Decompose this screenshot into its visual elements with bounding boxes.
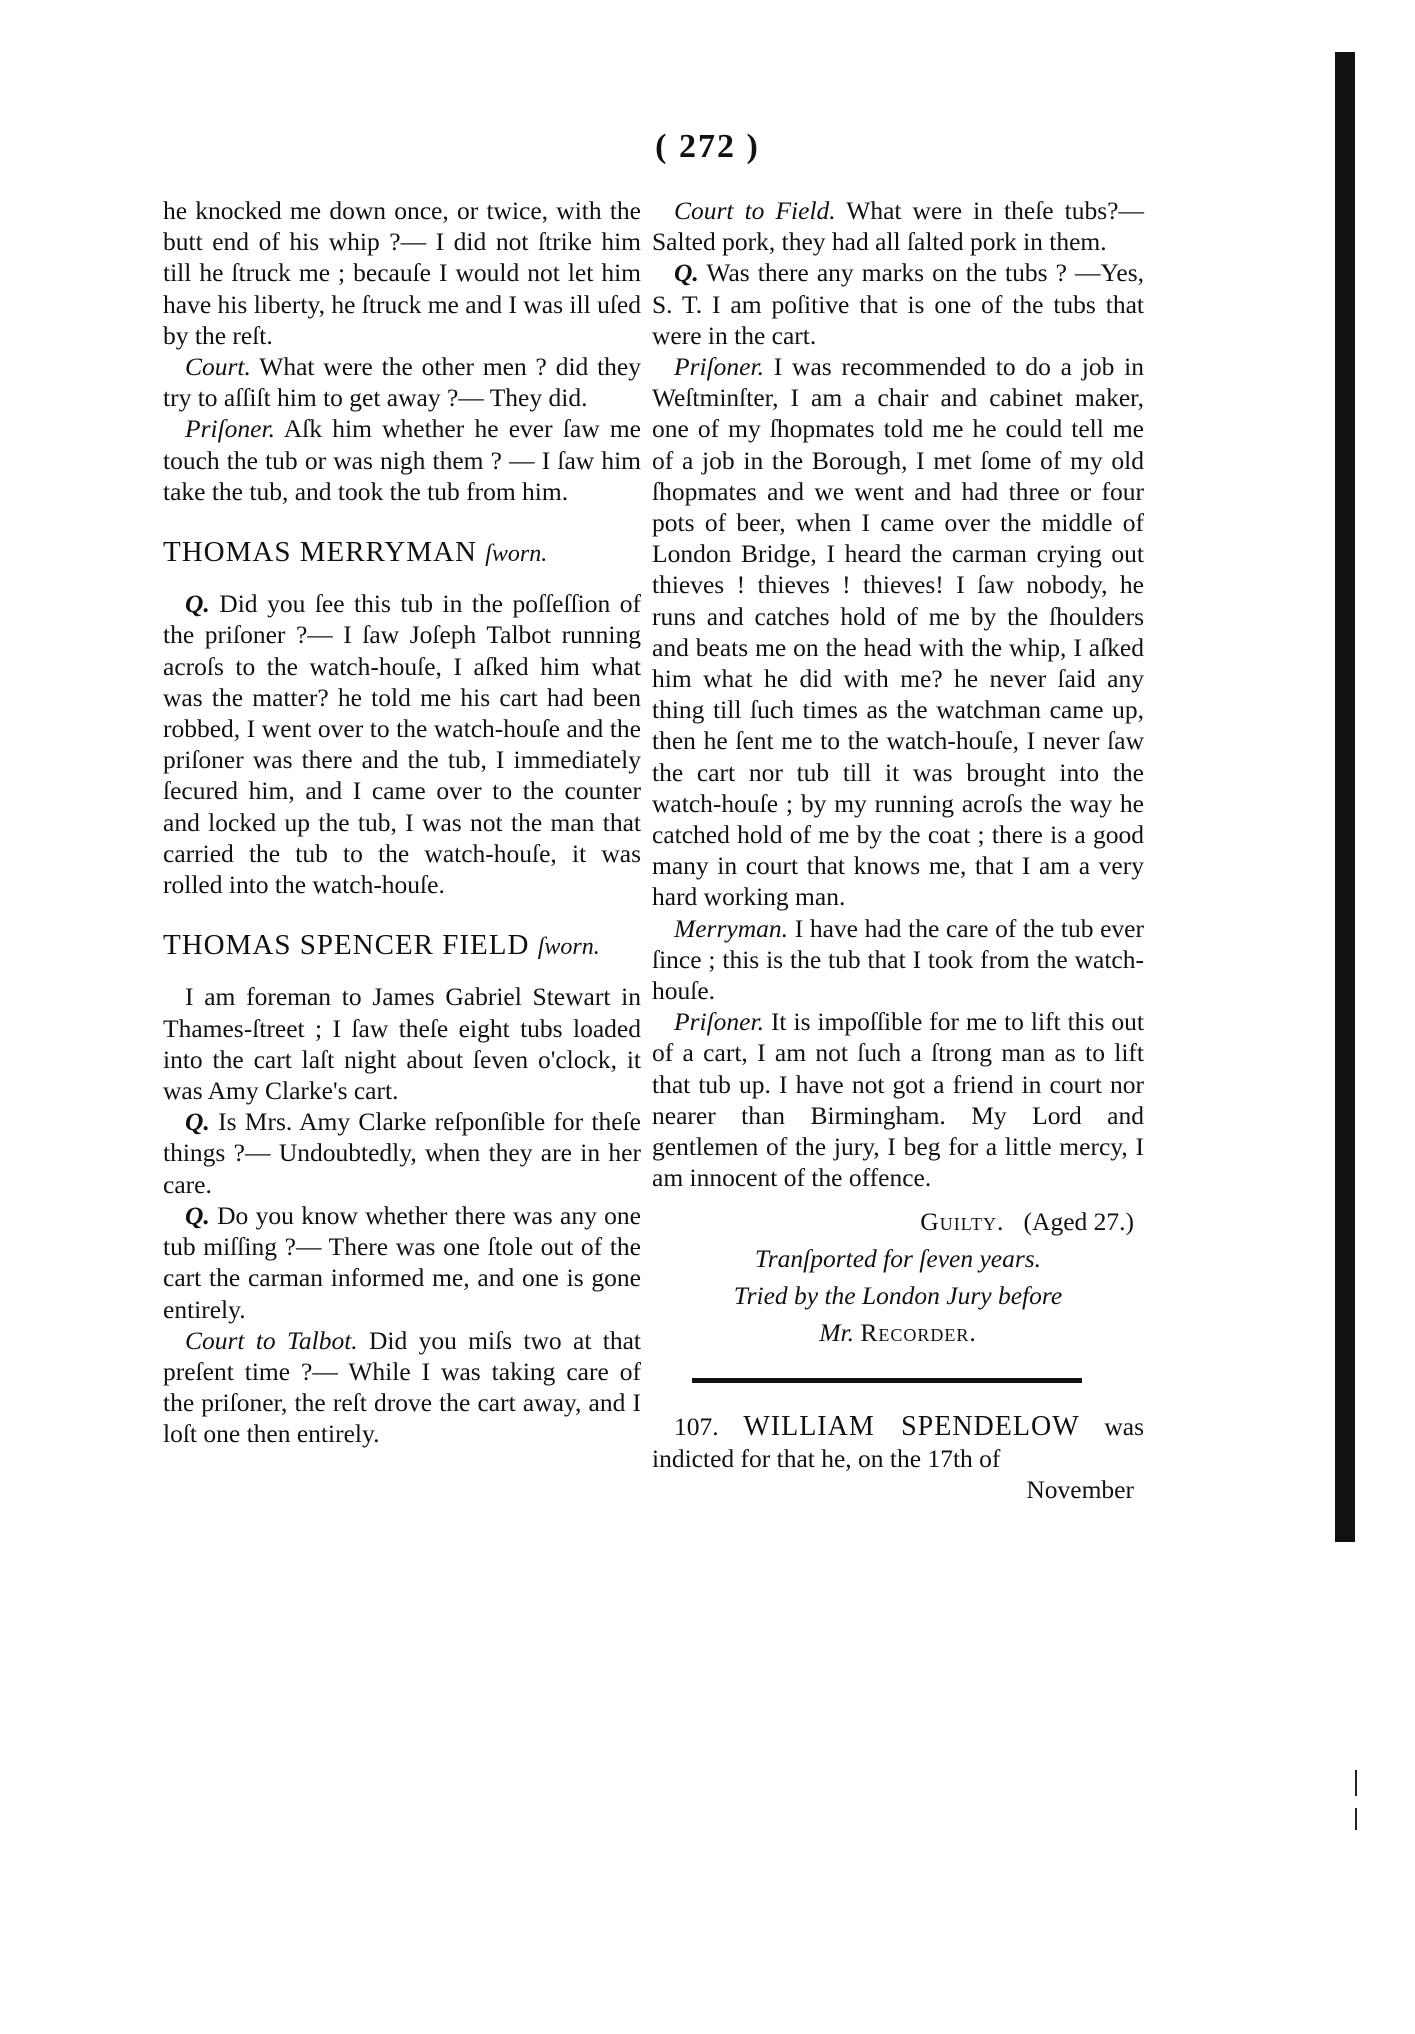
paragraph-text: I was recommended to do a job in Weſtminſter, I am a chair and cabinet maker, one of my ſhopmates told me he could tell me of a job in the Borough, I met ſome of my old ſhopmates and we went and had three or four pots of beer, when I came over the middle of London Bridge, I heard the carman crying out thieves ! thieves ! thieves! I ſaw nobody, he runs and catches hold of me by the ſhoulders and beats me on the head with the whip, I aſked him what he did with me? he never ſaid any thing till ſuch times as the watchman came up, then he ſent me to the watch-houſe, I never ſaw the cart nor tub till it was brought into the watch-houſe ; by my running acroſs the way he catched hold of me by the coat ; there is a good many in court that knows me, that I am a very hard working man. <box>652 352 1144 912</box>
speaker-label: Court to Talbot. <box>185 1325 358 1355</box>
paragraph-text: What were the other men ? did they try to aſſiſt him to get away ?— They did. <box>163 352 641 413</box>
paragraph <box>652 913 1144 1007</box>
right-column <box>652 195 1144 1505</box>
paragraph-text: Is Mrs. Amy Clarke reſponſible for theſe things ?— Undoubtedly, when they are in her care. <box>163 1107 641 1199</box>
scan-mark <box>1355 1770 1357 1796</box>
paragraph <box>163 1325 641 1450</box>
paragraph-text: What were in theſe tubs?— Salted pork, they had all ſalted pork in them. <box>652 196 1144 257</box>
sentence-line <box>652 1317 1144 1348</box>
paragraph <box>163 413 641 507</box>
speaker-label: Merryman. <box>674 913 789 943</box>
case-text: was indicted for that he, on the 17th of <box>652 1412 1145 1473</box>
paragraph-text: Did you miſs two at that preſent time ?— While I was taking care of the priſoner, the reſt drove the cart away, and I loſt one then entirely. <box>163 1325 641 1449</box>
question-marker: Q. <box>185 1200 210 1230</box>
witness-name: THOMAS MERRYMAN <box>163 536 477 569</box>
verdict-line <box>652 1206 1144 1237</box>
speaker-label: Court to Field. <box>674 196 836 225</box>
paragraph-text: Aſk him whether he ever ſaw me touch the tub or was nigh them ? — I ſaw him take the tub, and took the tub from him. <box>163 414 641 506</box>
speaker-label: Priſoner. <box>674 352 764 382</box>
paragraph <box>652 195 1144 257</box>
page-number: ( 272 ) <box>655 128 760 165</box>
paragraph <box>163 1106 641 1200</box>
paragraph <box>163 351 641 413</box>
paragraph: I am foreman to James Gabriel Stewart in Thames-ſtreet ; I ſaw theſe eight tubs loaded into the cart laſt night about ſeven o'clock, it was Amy Clarke's cart. <box>163 982 641 1106</box>
paragraph-text: It is impoſſible for me to lift this out of a cart, I am not ſuch a ſtrong man as to lift that tub up. I have not got a friend in court nor nearer than Birmingham. My Lord and gentlemen of the jury, I beg for a little mercy, I am innocent of the offence. <box>652 1007 1144 1193</box>
paragraph <box>652 1006 1144 1193</box>
scan-edge-bar <box>1335 52 1355 1542</box>
verdict: Guilty. <box>920 1206 1005 1236</box>
paragraph-text: Do you know whether there was any one tub miſſing ?— There was one ſtole out of the cart the carman informed me, and one is gone entirely. <box>163 1200 641 1324</box>
defendant-name: WILLIAM SPENDELOW <box>743 1411 1080 1443</box>
witness-name: THOMAS SPENCER FIELD <box>163 929 530 962</box>
speaker-label: Court. <box>185 352 251 382</box>
witness-heading <box>163 537 641 570</box>
scan-mark <box>1355 1808 1357 1830</box>
age: (Aged 27.) <box>1023 1206 1134 1236</box>
paragraph <box>163 588 641 900</box>
section-divider <box>692 1378 1082 1383</box>
case-opening <box>652 1411 1144 1473</box>
sworn-label: ſworn. <box>537 934 600 961</box>
paragraph-text: I have had the care of the tub ever ſince ; this is the tub that I took from the watch-houſe. <box>652 913 1144 1006</box>
catchword: November <box>1026 1474 1134 1504</box>
question-marker: Q. <box>185 589 210 619</box>
sworn-label: ſworn. <box>485 541 548 568</box>
paragraph-text: Did you ſee this tub in the poſſeſſion of the priſoner ?— I ſaw Joſeph Talbot running acroſs to the watch-houſe, I aſked him what was the matter? he told me his cart had been robbed, I went over to the watch-houſe and the priſoner was there and the tub, I immediately ſecured him, and I came over to the counter and locked up the tub, I was not the man that carried the tub to the watch-houſe, it was rolled into the watch-houſe. <box>163 589 641 900</box>
case-number: 107. <box>674 1412 719 1442</box>
paragraph <box>652 351 1144 913</box>
paragraph: he knocked me down once, or twice, with the butt end of his whip ?— I did not ſtrike him till he ſtruck me ; becauſe I would not let him have his liberty, he ſtruck me and I was ill uſed by the reſt. <box>163 196 641 350</box>
recorder-name: Recorder. <box>860 1318 977 1348</box>
speaker-label: Priſoner. <box>185 414 275 444</box>
left-column <box>163 195 641 1450</box>
sentence-line: Tranſported for ſeven years. <box>754 1243 1042 1273</box>
question-marker: Q. <box>674 258 699 288</box>
paragraph <box>163 1200 641 1325</box>
title-abbrev: Mr. <box>819 1318 854 1348</box>
paragraph <box>652 257 1144 351</box>
question-marker: Q. <box>185 1107 210 1137</box>
sentence-line: Tried by the London Jury before <box>733 1280 1063 1310</box>
speaker-label: Priſoner. <box>674 1007 764 1037</box>
witness-heading <box>163 930 641 963</box>
paragraph-text: Was there any marks on the tubs ? —Yes, S. T. I am poſitive that is one of the tubs that were in the cart. <box>652 258 1144 350</box>
